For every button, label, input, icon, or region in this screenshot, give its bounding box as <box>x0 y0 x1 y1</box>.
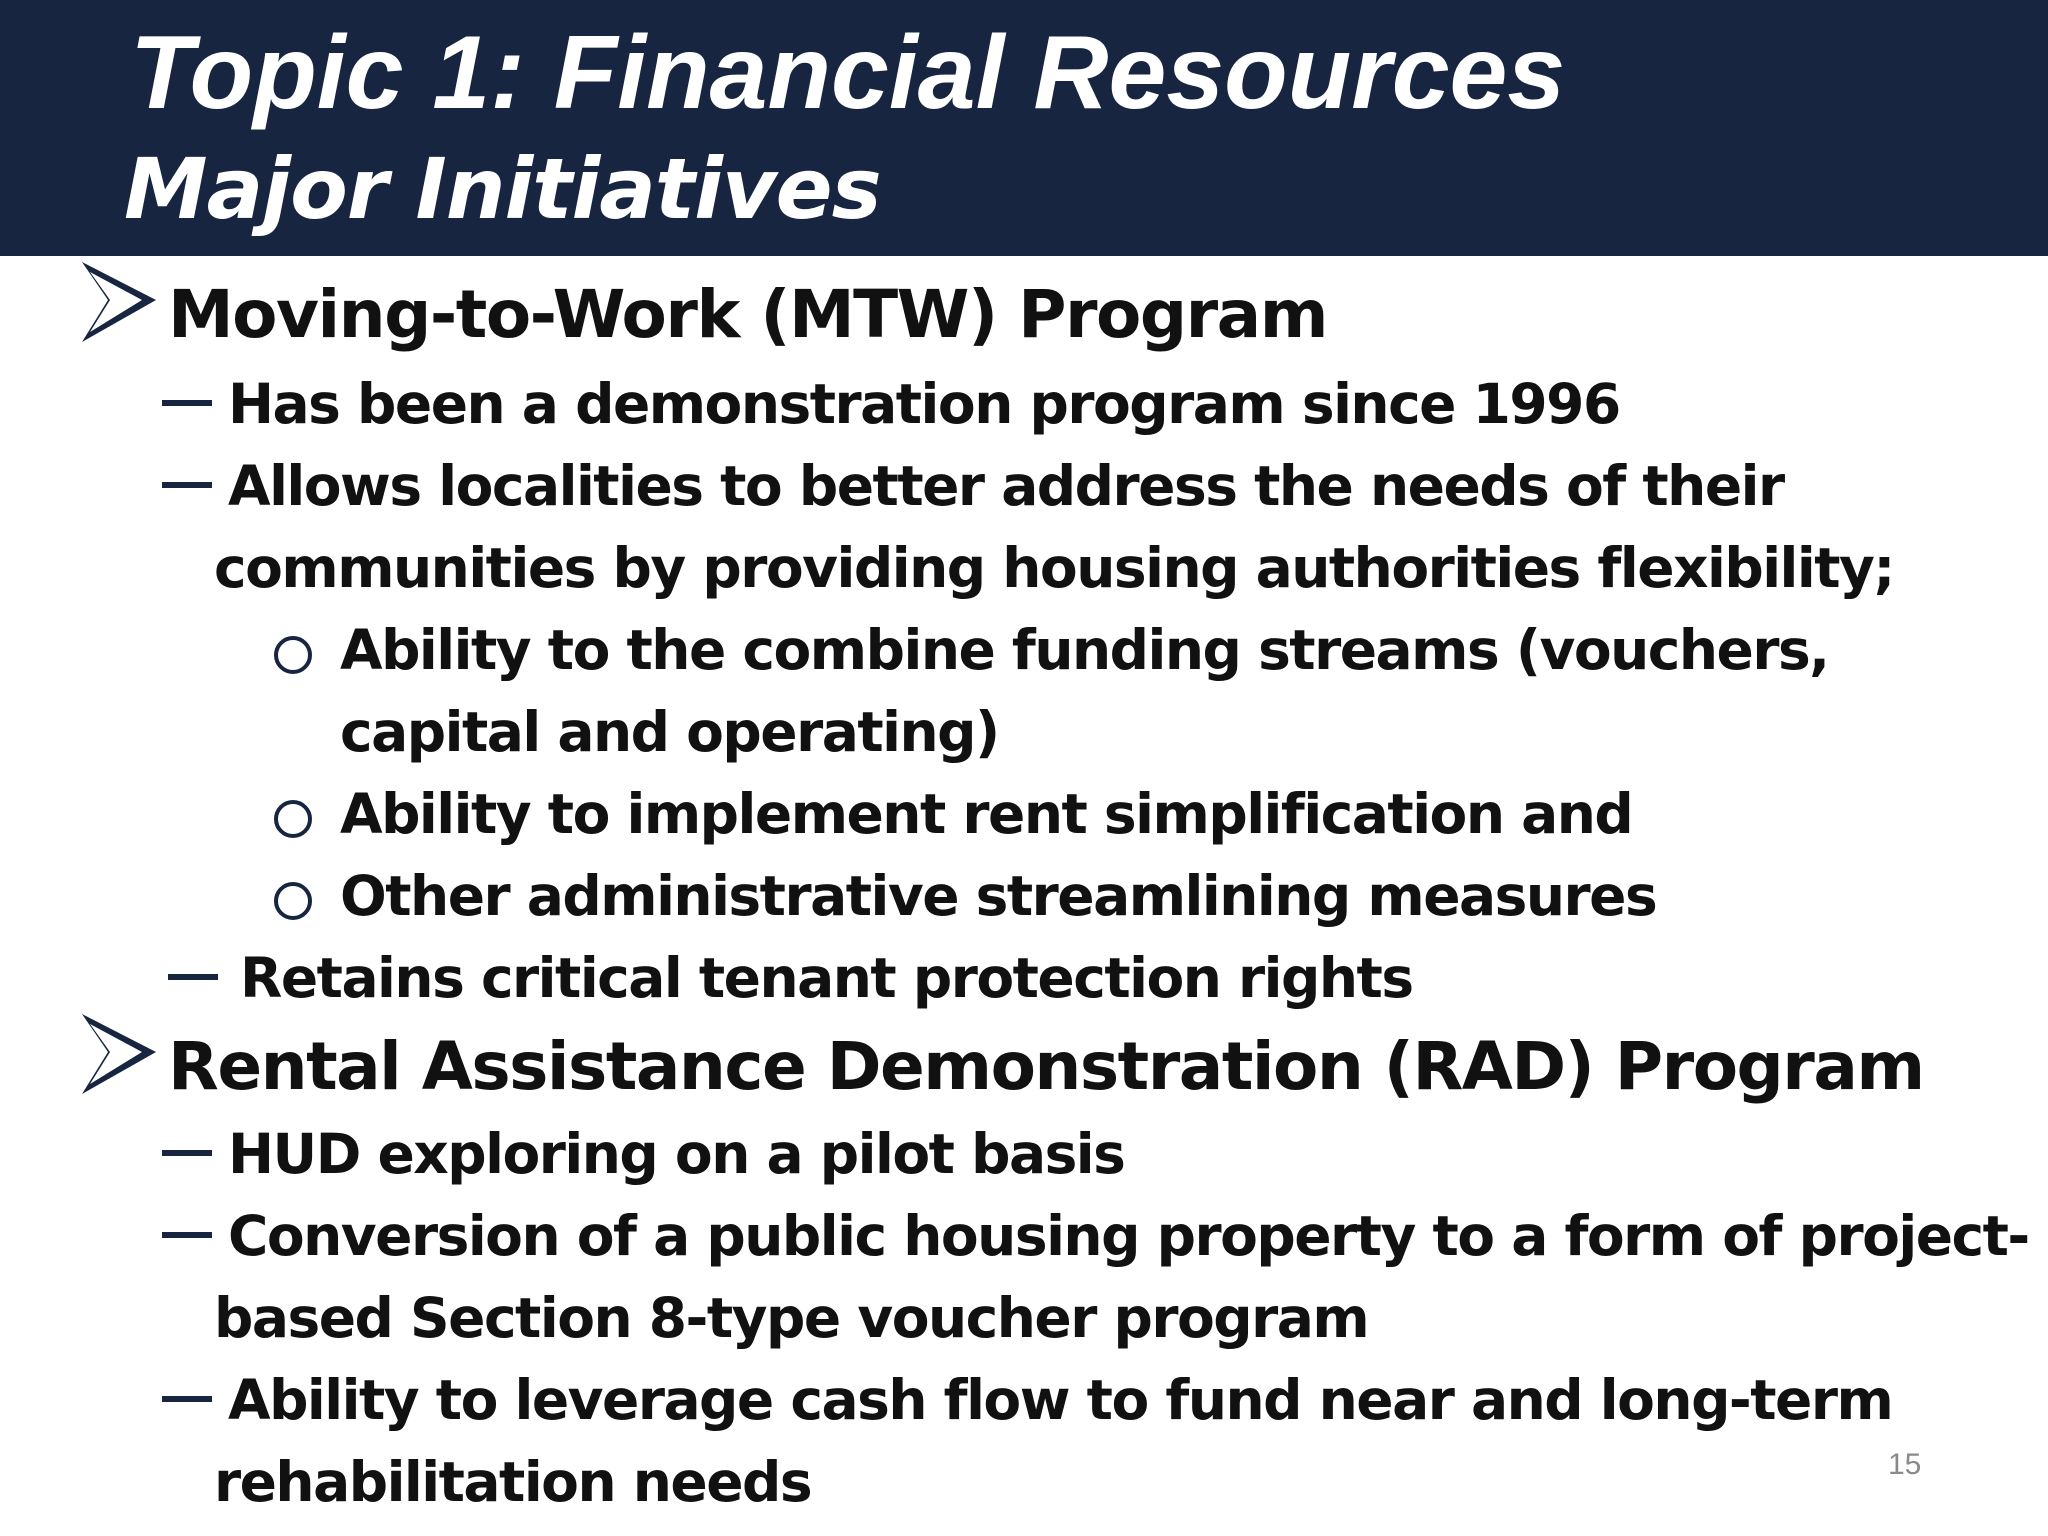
mtw-heading: Moving-to-Work (MTW) Program <box>168 276 1327 353</box>
mtw-subitem-1: Ability to the combine funding streams (vouchers, <box>340 618 1829 682</box>
rad-item-1: HUD exploring on a pilot basis <box>228 1122 1125 1186</box>
dash-bullet-icon <box>162 482 212 488</box>
slide-title: Topic 1: Financial Resources <box>130 15 1566 131</box>
header-band <box>0 0 2048 256</box>
mtw-subitem-2: Ability to implement rent simplification and <box>340 782 1633 846</box>
slide-subtitle: Major Initiatives <box>124 140 881 238</box>
rad-item-3-continuation: rehabilitation needs <box>214 1450 812 1514</box>
page-number: 15 <box>1888 1448 1922 1481</box>
dash-bullet-icon <box>162 1150 212 1156</box>
mtw-subitem-3: Other administrative streamlining measures <box>340 864 1657 928</box>
dash-bullet-icon <box>162 400 212 406</box>
mtw-item-1: Has been a demonstration program since 1996 <box>228 372 1620 436</box>
arrowhead-bullet-icon <box>78 258 158 348</box>
rad-heading: Rental Assistance Demonstration (RAD) Program <box>168 1028 1924 1105</box>
mtw-item-3: Retains critical tenant protection rights <box>240 946 1413 1010</box>
mtw-item-2: Allows localities to better address the needs of their <box>228 454 1784 518</box>
circle-bullet-icon <box>274 882 312 920</box>
rad-item-2: Conversion of a public housing property to a form of project- <box>228 1204 2029 1268</box>
circle-bullet-icon <box>274 800 312 838</box>
dash-bullet-icon <box>162 1232 212 1238</box>
dash-bullet-icon <box>162 1396 212 1402</box>
circle-bullet-icon <box>274 636 312 674</box>
mtw-item-2-continuation: communities by providing housing authorities flexibility; <box>214 536 1894 600</box>
mtw-subitem-1-continuation: capital and operating) <box>340 700 999 764</box>
rad-item-2-continuation: based Section 8-type voucher program <box>214 1286 1369 1350</box>
rad-item-3: Ability to leverage cash flow to fund near and long-term <box>228 1368 1893 1432</box>
dash-bullet-icon <box>168 974 218 980</box>
arrowhead-bullet-icon <box>78 1010 158 1100</box>
